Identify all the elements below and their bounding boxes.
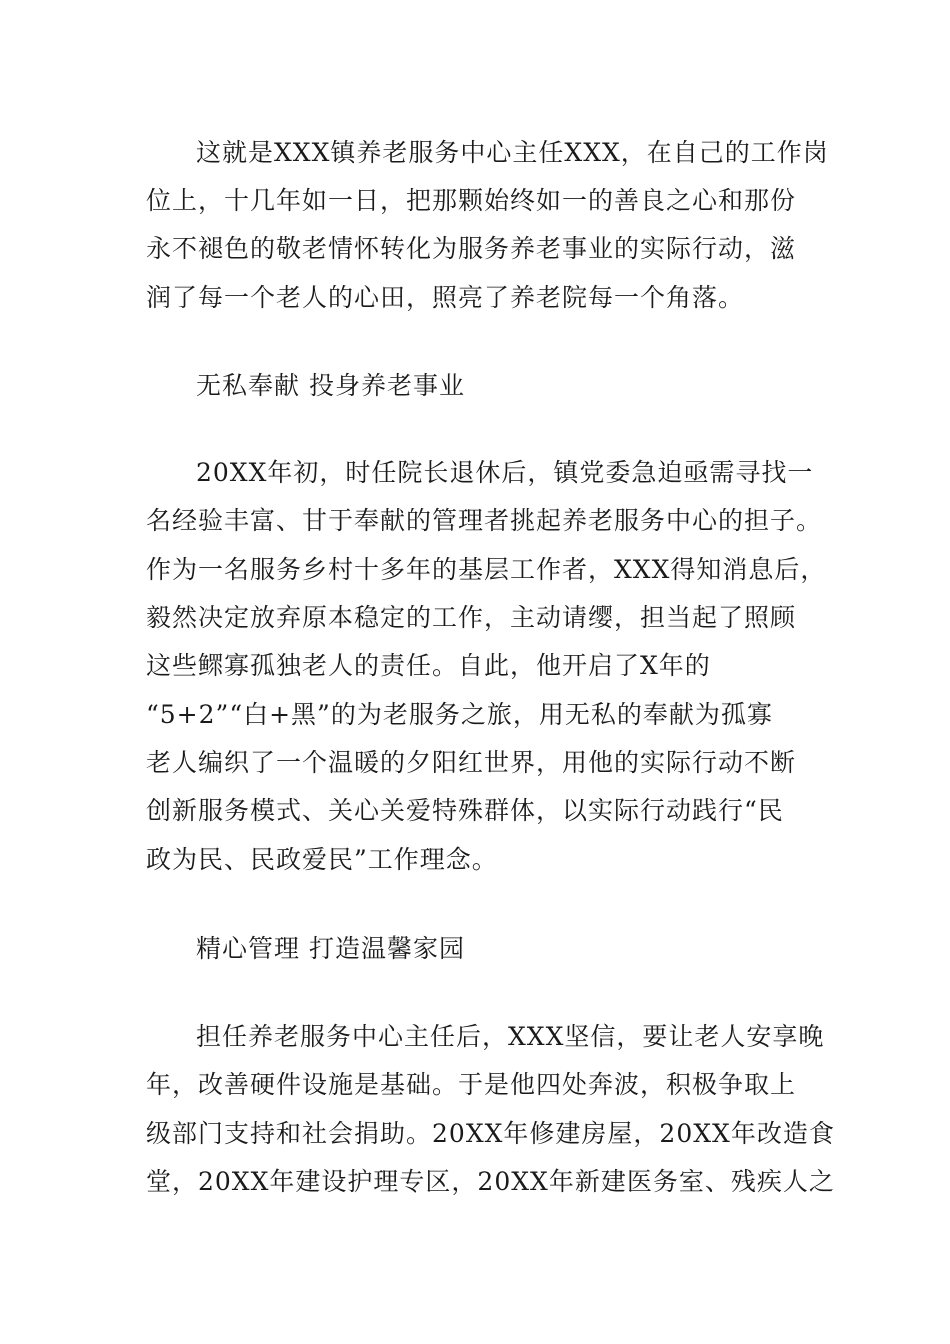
paragraph-line: 永不褪色的敬老情怀转化为服务养老事业的实际行动，滋: [146, 234, 797, 263]
section-heading: 无私奉献 投身养老事业: [196, 371, 465, 400]
section-heading: 精心管理 打造温馨家园: [196, 934, 465, 963]
paragraph-line: 老人编织了一个温暖的夕阳红世界，用他的实际行动不断: [146, 748, 797, 777]
paragraph-line: 作为一名服务乡村十多年的基层工作者，XXX得知消息后，: [146, 555, 827, 584]
paragraph-line: 级部门支持和社会捐助。20XX年修建房屋，20XX年改造食: [146, 1119, 835, 1148]
paragraph-line: 担任养老服务中心主任后，XXX坚信，要让老人安享晚: [196, 1022, 825, 1051]
paragraph-line: 这就是XXX镇养老服务中心主任XXX，在自己的工作岗: [196, 138, 829, 167]
paragraph-line: 政为民、民政爱民”工作理念。: [146, 845, 498, 874]
paragraph-line: 创新服务模式、关心关爱特殊群体，以实际行动践行“民: [146, 796, 784, 825]
paragraph-line: 名经验丰富、甘于奉献的管理者挑起养老服务中心的担子。: [146, 506, 823, 535]
paragraph-line: 位上，十几年如一日，把那颗始终如一的善良之心和那份: [146, 186, 797, 215]
paragraph-line: 毅然决定放弃原本稳定的工作，主动请缨，担当起了照顾: [146, 603, 797, 632]
paragraph-line: “5+2”“白+黑”的为老服务之旅，用无私的奉献为孤寡: [146, 700, 773, 729]
paragraph-line: 润了每一个老人的心田，照亮了养老院每一个角落。: [146, 283, 745, 312]
paragraph-line: 堂，20XX年建设护理专区，20XX年新建医务室、残疾人之: [146, 1167, 835, 1196]
paragraph-line: 这些鳏寡孤独老人的责任。自此，他开启了X年的: [146, 651, 711, 680]
paragraph-line: 年，改善硬件设施是基础。于是他四处奔波，积极争取上: [146, 1070, 797, 1099]
paragraph-line: 20XX年初，时任院长退休后，镇党委急迫亟需寻找一: [196, 458, 814, 487]
